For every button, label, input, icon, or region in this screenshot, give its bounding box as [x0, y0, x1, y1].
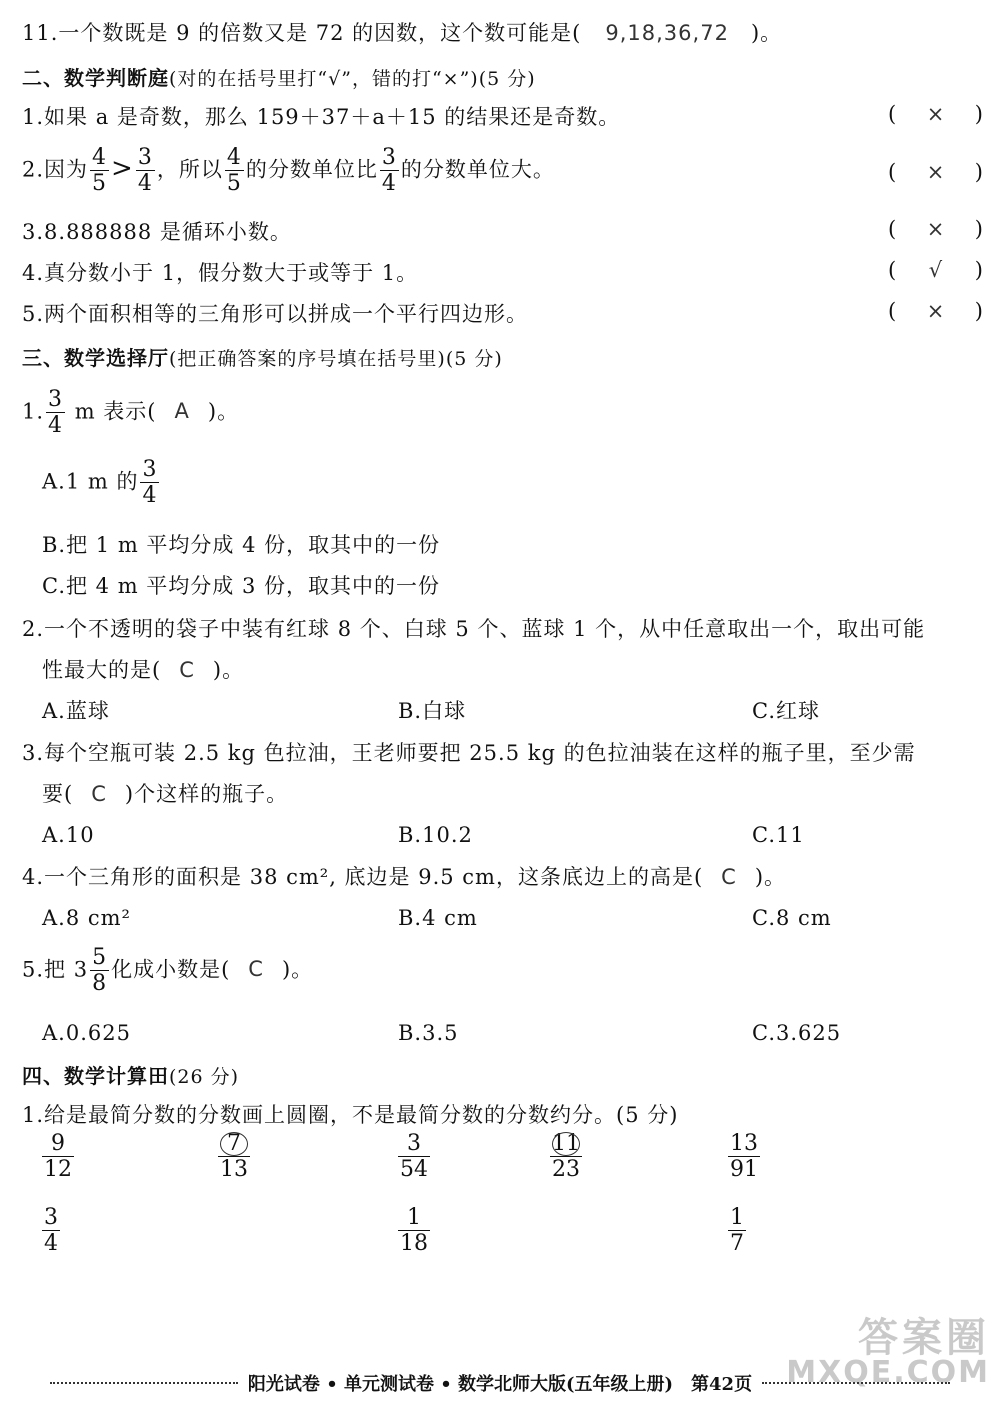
- judge-text: 5.两个面积相等的三角形可以拼成一个平行四边形。: [22, 302, 529, 326]
- section-note: (26 分): [169, 1066, 240, 1088]
- fraction: $\frac{3}{4}$: [381, 145, 397, 197]
- judge-item-1: [22, 102, 620, 132]
- text: 1.: [22, 399, 45, 424]
- section4-heading: [22, 1060, 239, 1089]
- choice-question-3-line1: 3.每个空瓶可装 2.5 kg 色拉油，王老师要把 25.5 kg 的色拉油装在这样的瓶子里，至少需: [22, 741, 916, 765]
- choice-question-5: [22, 946, 313, 996]
- judge-text: 4.真分数小于 1，假分数大于或等于 1。: [22, 261, 419, 285]
- judge-mark: √: [928, 258, 943, 282]
- judge-answer-5: ( × ): [888, 299, 983, 323]
- judge-mark: ×: [926, 160, 945, 184]
- fraction-23-circled: $\frac{11}{23}$: [552, 1131, 580, 1183]
- section2-heading: [22, 62, 536, 91]
- choice-1-option-a: [42, 458, 161, 508]
- judge-mark: ×: [926, 102, 945, 126]
- page-number: 第42页: [691, 1374, 753, 1395]
- fraction-91: $\frac{13}{91}$: [730, 1131, 758, 1183]
- question-11: [22, 18, 782, 48]
- section-note: (对的在括号里打“√”，错的打“×”)(5 分): [169, 68, 536, 90]
- fraction: $\frac{4}{5}$: [92, 145, 108, 197]
- question-text: 11.一个数既是 9 的倍数又是 72 的因数，这个数可能是(: [22, 21, 582, 45]
- watermark-line2: MXQE.COM: [786, 1355, 990, 1390]
- answer: A: [174, 399, 190, 424]
- judge-item-5: [22, 299, 528, 329]
- judge-item-2: [22, 146, 555, 196]
- choice-5-option-c: C.3.625: [752, 1021, 842, 1045]
- fraction-54: $\frac{3}{54}$: [400, 1131, 428, 1183]
- choice-1-option-b: B.把 1 m 平均分成 4 份，取其中的一份: [42, 533, 441, 557]
- fraction-18: $\frac{1}{18}$: [400, 1205, 428, 1257]
- fraction-12: $\frac{9}{12}$: [44, 1131, 72, 1183]
- choice-4-option-a: A.8 cm²: [42, 906, 131, 930]
- fraction: $\frac{5}{8}$: [92, 945, 108, 997]
- judge-answer-3: ( × ): [888, 217, 983, 241]
- choice-question-1: [22, 388, 239, 438]
- choice-question-2-line1: 2.一个不透明的袋子中装有红球 8 个、白球 5 个、蓝球 1 个，从中任意取出一个，取出可能: [22, 617, 926, 641]
- choice-5-option-b: B.3.5: [398, 1021, 459, 1045]
- choice-1-option-c: C.把 4 m 平均分成 3 份，取其中的一份: [42, 574, 441, 598]
- footer-dots-left: [50, 1382, 238, 1384]
- fraction-4: $\frac{3}{4}$: [44, 1205, 58, 1257]
- choice-4-option-b: B.4 cm: [398, 906, 478, 930]
- footer-dots-right: [762, 1382, 950, 1384]
- judge-text: 1.如果 a 是奇数，那么 159＋37＋a＋15 的结果还是奇数。: [22, 105, 621, 129]
- judge-answer-2: ( × ): [888, 160, 983, 184]
- answer: 9,18,36,72: [605, 21, 729, 45]
- text: 的分数单位比: [245, 157, 378, 182]
- section3-heading: [22, 342, 503, 371]
- answer: C: [179, 658, 195, 682]
- choice-2-option-c: C.红球: [752, 699, 820, 723]
- section-title: 三、数学选择厅: [22, 346, 169, 370]
- choice-2-option-b: B.白球: [398, 699, 467, 723]
- text: 4.一个三角形的面积是 38 cm², 底边是 9.5 cm，这条底边上的高是(: [22, 865, 704, 889]
- text: 的分数单位大。: [400, 157, 555, 182]
- section-title: 四、数学计算田: [22, 1064, 169, 1088]
- section-note: (把正确答案的序号填在括号里)(5 分): [169, 348, 503, 370]
- fraction: $\frac{3}{4}$: [137, 145, 153, 197]
- choice-3-option-c: C.11: [752, 823, 805, 847]
- page-footer: [40, 1370, 960, 1396]
- answer: C: [248, 957, 264, 982]
- text: m 表示(: [67, 399, 157, 424]
- fraction: $\frac{3}{4}$: [142, 457, 158, 509]
- footer-text: 阳光试卷 • 单元测试卷 • 数学北师大版(五年级上册): [247, 1374, 674, 1395]
- judge-text: 3.8.888888 是循环小数。: [22, 220, 292, 244]
- choice-3-option-b: B.10.2: [398, 823, 473, 847]
- text: )。: [754, 865, 787, 889]
- text: )个这样的瓶子。: [124, 782, 289, 806]
- choice-question-4: [22, 862, 786, 892]
- choice-5-option-a: A.0.625: [42, 1021, 131, 1045]
- choice-question-3-line2: [42, 779, 288, 809]
- text: 要(: [42, 782, 74, 806]
- calc-question-1: 1.给是最简分数的分数画上圆圈，不是最简分数的分数约分。(5 分): [22, 1103, 679, 1127]
- text: )。: [212, 658, 245, 682]
- judge-item-3: [22, 217, 292, 247]
- judge-mark: ×: [926, 299, 945, 323]
- text: 5.把 3: [22, 957, 89, 982]
- choice-2-option-a: A.蓝球: [42, 699, 110, 723]
- text: 化成小数是(: [111, 957, 231, 982]
- text: A.1 m 的: [42, 469, 139, 494]
- fraction-13-circled: $\frac{7}{13}$: [220, 1131, 248, 1183]
- text: )。: [207, 399, 240, 424]
- greater-than: >: [111, 153, 134, 184]
- fraction: $\frac{3}{4}$: [48, 387, 64, 439]
- judge-mark: ×: [926, 217, 945, 241]
- section-title: 二、数学判断庭: [22, 66, 169, 90]
- choice-question-2-line2: [42, 655, 244, 685]
- judge-answer-4: ( √ ): [888, 258, 983, 282]
- judge-item-4: [22, 258, 418, 288]
- text: )。: [281, 957, 314, 982]
- answer: C: [91, 782, 107, 806]
- fraction-7: $\frac{1}{7}$: [730, 1205, 744, 1257]
- watermark-line1: 答案圈: [858, 1315, 990, 1361]
- answer: C: [721, 865, 737, 889]
- choice-4-option-c: C.8 cm: [752, 906, 832, 930]
- judge-answer-1: ( × ): [888, 102, 983, 126]
- choice-3-option-a: A.10: [42, 823, 95, 847]
- text: 2.因为: [22, 157, 89, 182]
- question-end: )。: [750, 21, 783, 45]
- text: ，所以: [156, 157, 223, 182]
- fraction: $\frac{4}{5}$: [226, 145, 242, 197]
- text: 性最大的是(: [42, 658, 162, 682]
